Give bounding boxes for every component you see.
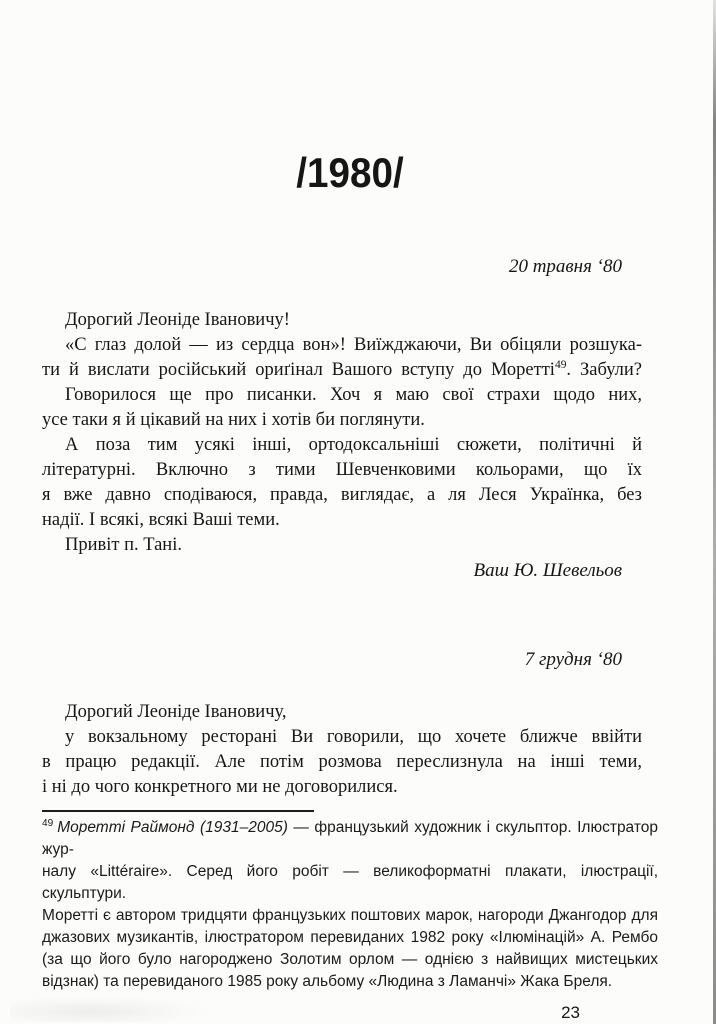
letter2-body: [42, 700, 658, 800]
letter2-paragraph1-line2: в працю редакції. Але потім розмова переслизнула на інші теми,: [42, 752, 642, 772]
letter2-paragraph1-line3: і ні до чого конкретного ми не договорилися.: [42, 777, 398, 797]
footnote-line1-rest: — французький художник і скульптор. Ілюстратор жур-: [42, 819, 659, 858]
letter1-paragraph3-line3: я вже давно сподіваюся, правда, виглядає, а ля Леся Українка, без: [42, 485, 642, 505]
page-number: 23: [561, 1003, 580, 1022]
footnote-marker: 49: [42, 817, 54, 829]
footnote-reference-49: 49: [554, 358, 567, 371]
footnote-line1: [42, 817, 658, 861]
page-content: [42, 150, 658, 1023]
footnote-line5: (за що його було нагороджено Золотим орлом — однією з найвищих мистецьких: [42, 951, 658, 968]
letter1-body: [42, 308, 658, 583]
letter1-paragraph3-line2: літературні. Включно з тими Шевченковими кольорами, що їх: [42, 460, 642, 480]
letter1-paragraph1-line2-text: ти й вислати російський ориґінал Вашого вступу до Моретті: [42, 360, 555, 380]
letter2-paragraph1-line1: у вокзальному ресторані Ви говорили, що хочете ближче ввійти: [65, 727, 642, 747]
letter1-signature: Ваш Ю. Шевельов: [473, 560, 622, 581]
letter1-paragraph4-line1: Привіт п. Тані.: [65, 535, 182, 555]
letter2-salutation: Дорогий Леоніде Івановичу,: [65, 702, 287, 722]
letter1-paragraph1-line2-tail: . Забули?: [566, 360, 643, 380]
letter1-salutation: Дорогий Леоніде Івановичу!: [65, 310, 290, 330]
letter1-date: 20 травня ‘80: [508, 256, 622, 277]
letter2-date: 7 грудня ‘80: [524, 649, 622, 670]
footnote-line6: відзнак) та перевиданого 1985 року альбому «Людина з Ламанчі» Жака Бреля.: [42, 973, 613, 990]
scan-smudge-artifact: [10, 996, 210, 1022]
letter1-paragraph2-line1: Говорилося ще про писанки. Хоч я маю свої страхи щодо них,: [65, 385, 642, 405]
letter1-paragraph3-line4: надії. І всякі, всякі Ваші теми.: [42, 510, 280, 530]
chapter-title: /1980/: [296, 149, 404, 196]
footnote-line3: Моретті є автором тридцяти французьких поштових марок, нагороди Джангодор для: [42, 907, 658, 924]
footnote-separator: [42, 810, 314, 812]
footnote-lead: Моретті Раймонд (1931–2005): [57, 819, 288, 836]
letter1-paragraph2-line2: усе таки я й цікавий на них і хотів би поглянути.: [42, 410, 425, 430]
footnote-line2: налу «Littéraire». Серед його робіт — великоформатні плакати, ілюстрації, скульптури.: [42, 863, 658, 902]
footnote-block: [42, 817, 658, 993]
letter1-paragraph1-line2: [42, 358, 658, 383]
letter1-paragraph1-line1: «С глаз долой — из сердца вон»! Виїжджаючи, Ви обіцяли розшука-: [65, 335, 642, 355]
footnote-line4: джазових музикантів, ілюстратором перевиданих 1982 року «Ілюмінацій» А. Рембо: [42, 929, 658, 946]
letter1-paragraph3-line1: А поза тим усякі інші, ортодоксальніші сюжети, політичні й: [65, 435, 642, 455]
